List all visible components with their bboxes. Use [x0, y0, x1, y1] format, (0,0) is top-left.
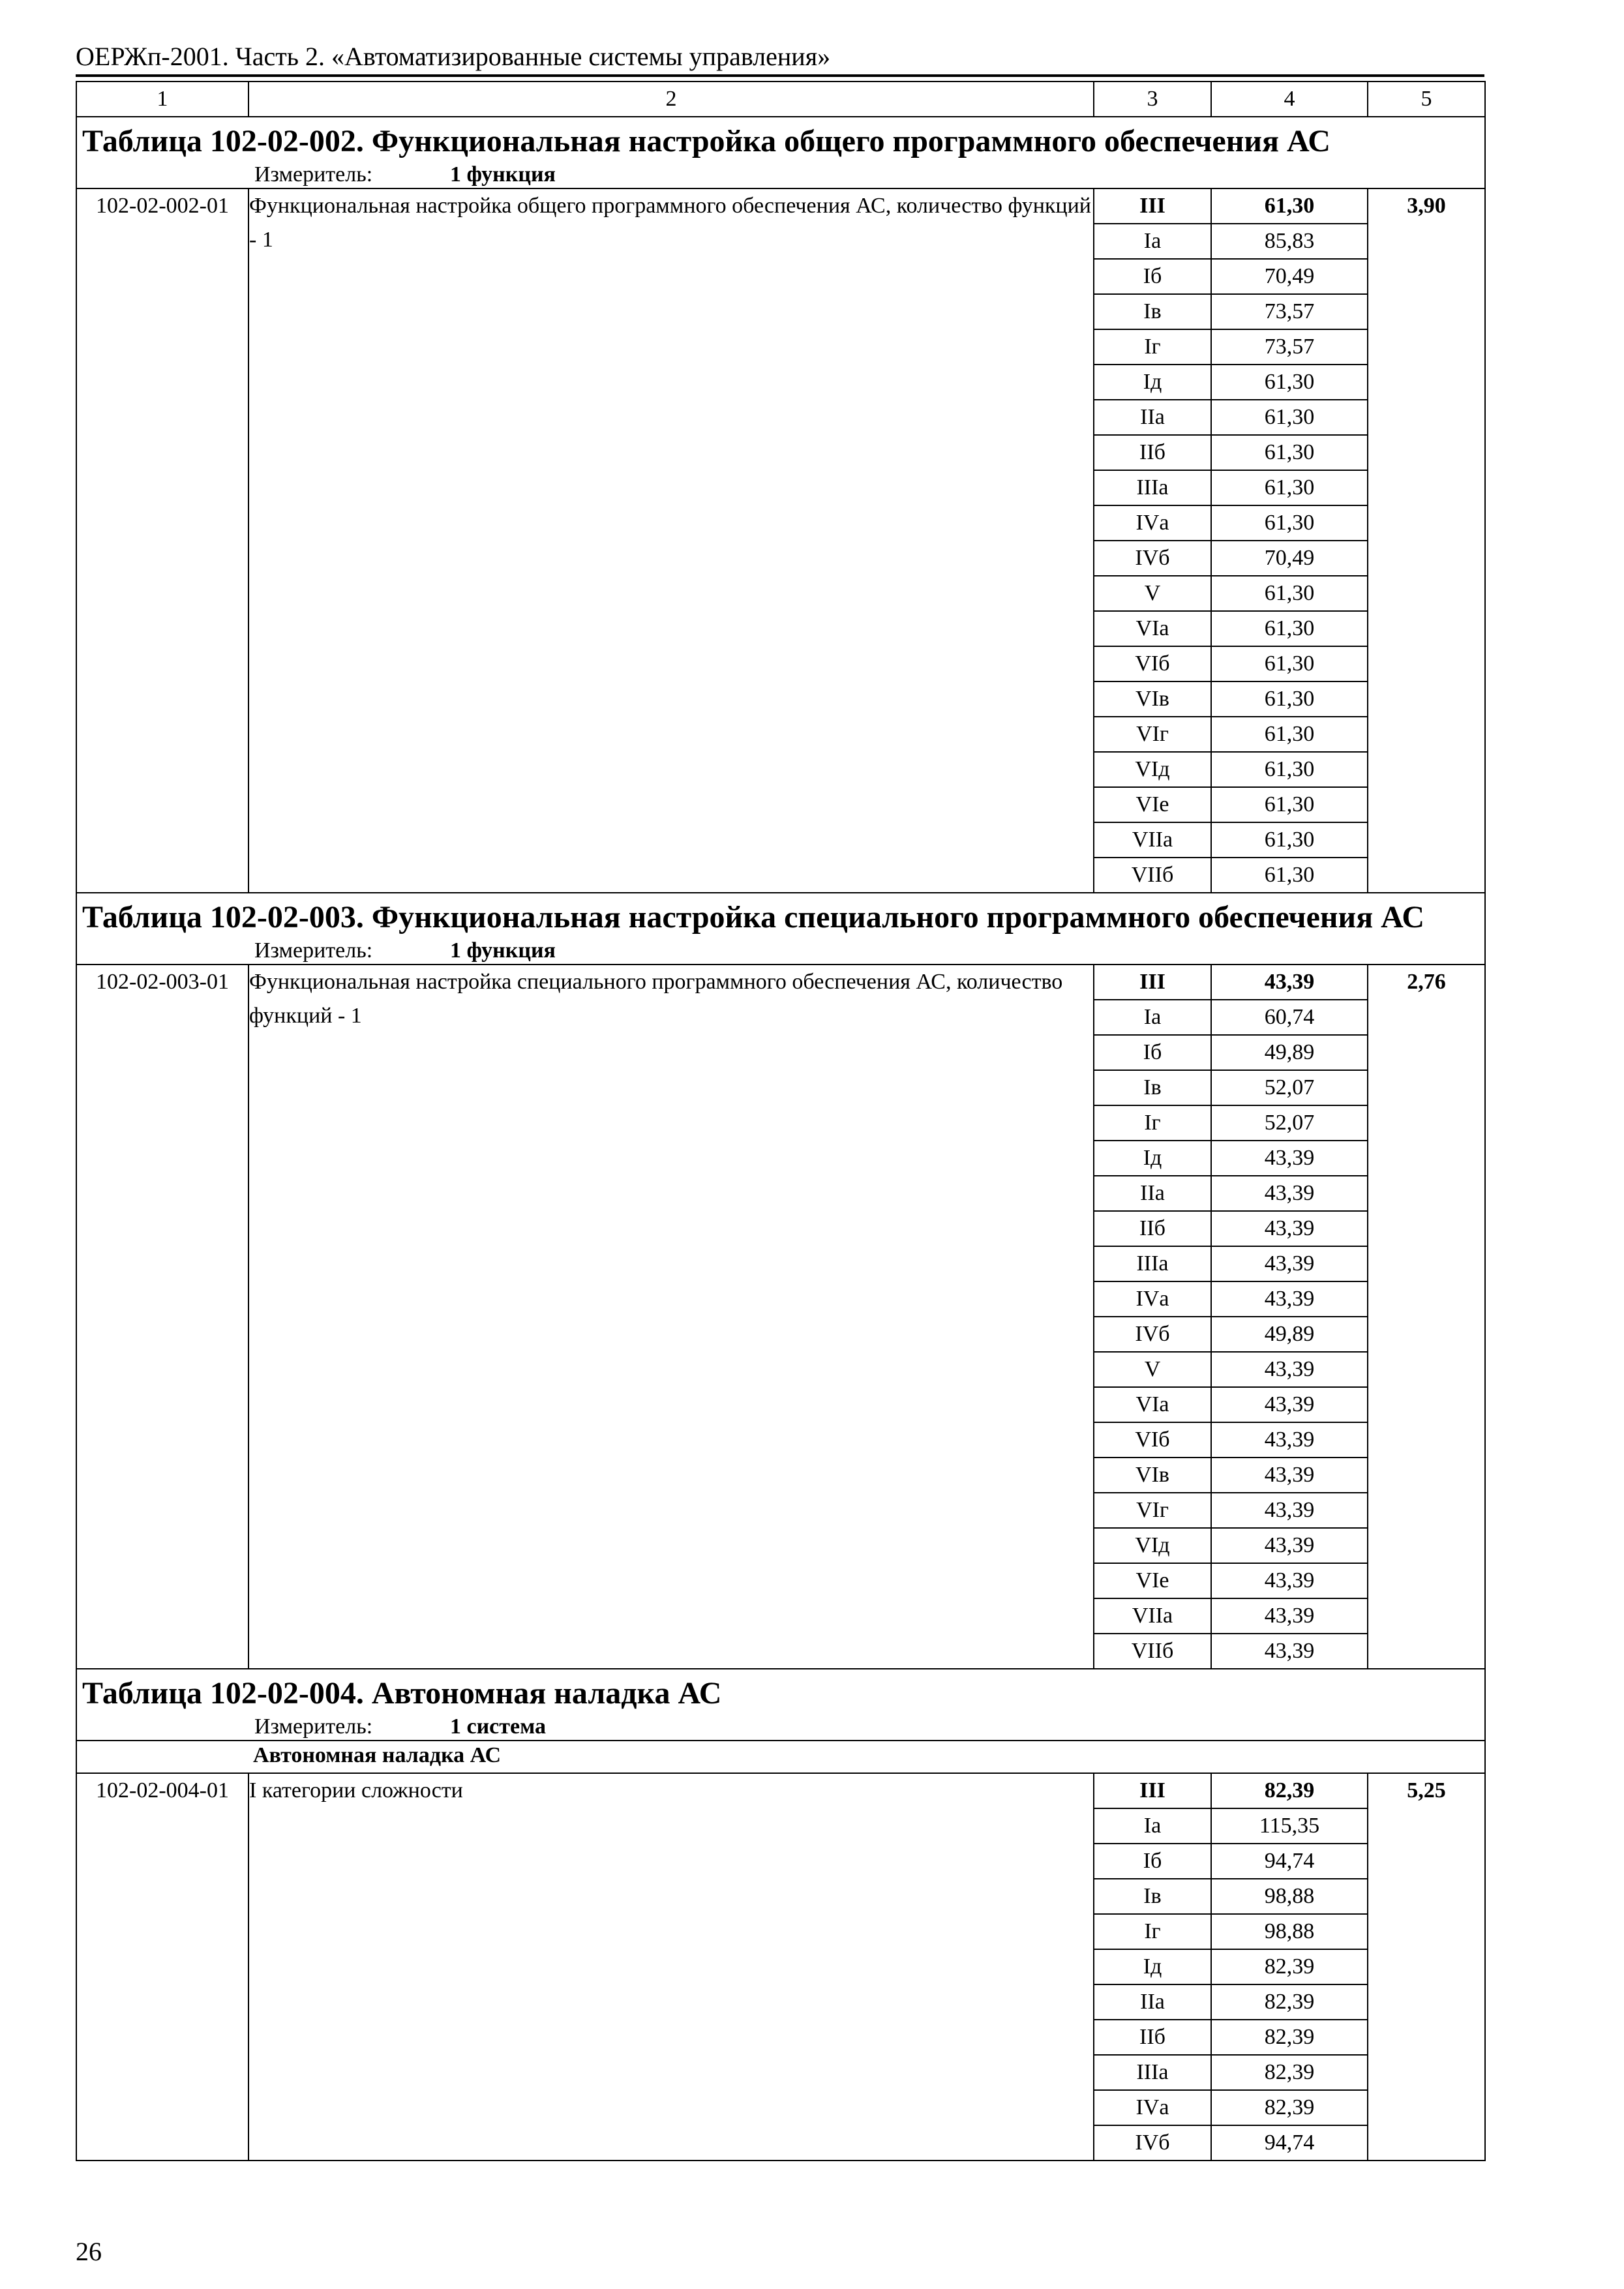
value-cell: 43,39	[1211, 1246, 1368, 1281]
zone-cell: Iв	[1094, 294, 1211, 329]
table-title: Таблица 102-02-003. Функциональная настройка специального программного обеспечения АС	[82, 900, 1425, 935]
value-cell: 61,30	[1211, 858, 1368, 893]
zone-cell: VIб	[1094, 646, 1211, 681]
rates-table	[76, 81, 1486, 2161]
table-row	[76, 965, 1485, 1000]
zone-cell: Iа	[1094, 224, 1211, 259]
value-cell: 82,39	[1211, 1773, 1368, 1808]
value-cell: 82,39	[1211, 2090, 1368, 2125]
zone-cell: VIг	[1094, 1493, 1211, 1528]
zone-cell: Iа	[1094, 1000, 1211, 1035]
subheading: Автономная наладка АС	[253, 1743, 502, 1767]
value-cell: 61,30	[1211, 646, 1368, 681]
value-cell: 60,74	[1211, 1000, 1368, 1035]
zone-cell: IVа	[1094, 2090, 1211, 2125]
value-cell: 61,30	[1211, 611, 1368, 646]
zone-cell: III	[1094, 965, 1211, 1000]
value-cell: 61,30	[1211, 717, 1368, 752]
value-cell: 49,89	[1211, 1035, 1368, 1070]
zone-cell: VIв	[1094, 681, 1211, 717]
value-cell: 61,30	[1211, 400, 1368, 435]
value-cell: 61,30	[1211, 752, 1368, 787]
value-cell: 43,39	[1211, 1387, 1368, 1422]
rate-code: 102-02-003-01	[76, 965, 248, 1669]
page-number: 26	[76, 2237, 102, 2266]
table-section-header	[76, 893, 1485, 965]
value-cell: 43,39	[1211, 1176, 1368, 1211]
meter-value: 1 функция	[450, 938, 556, 963]
zone-cell: V	[1094, 1352, 1211, 1387]
zone-cell: VIг	[1094, 717, 1211, 752]
zone-cell: Iд	[1094, 1949, 1211, 1984]
document-header: ОЕРЖп-2001. Часть 2. «Автоматизированные системы управления»	[76, 40, 1484, 77]
zone-cell: IVб	[1094, 541, 1211, 576]
value-cell: 52,07	[1211, 1105, 1368, 1141]
value-cell: 70,49	[1211, 259, 1368, 294]
value-cell: 82,39	[1211, 1984, 1368, 2020]
value-cell: 61,30	[1211, 505, 1368, 541]
value-cell: 61,30	[1211, 470, 1368, 505]
value-cell: 70,49	[1211, 541, 1368, 576]
zone-cell: III	[1094, 1773, 1211, 1808]
value-cell: 61,30	[1211, 822, 1368, 858]
zone-cell: IVб	[1094, 2125, 1211, 2161]
value-cell: 73,57	[1211, 294, 1368, 329]
zone-cell: IIб	[1094, 435, 1211, 470]
value-cell: 43,39	[1211, 1141, 1368, 1176]
zone-cell: Iв	[1094, 1879, 1211, 1914]
extra-value: 2,76	[1368, 965, 1485, 1669]
zone-cell: Iа	[1094, 1808, 1211, 1844]
value-cell: 43,39	[1211, 965, 1368, 1000]
rate-description: Функциональная настройка специального программного обеспечения АС, количество функций - 1	[248, 965, 1094, 1669]
value-cell: 61,30	[1211, 365, 1368, 400]
value-cell: 52,07	[1211, 1070, 1368, 1105]
table-section-header	[76, 1669, 1485, 1741]
zone-cell: VIе	[1094, 1563, 1211, 1598]
zone-cell: IIIа	[1094, 470, 1211, 505]
subheading-row	[76, 1741, 1485, 1773]
zone-cell: VIIа	[1094, 1598, 1211, 1634]
zone-cell: IIа	[1094, 1176, 1211, 1211]
value-cell: 85,83	[1211, 224, 1368, 259]
value-cell: 98,88	[1211, 1914, 1368, 1949]
zone-cell: IIб	[1094, 2020, 1211, 2055]
table-title: Таблица 102-02-004. Автономная наладка АС	[82, 1676, 722, 1711]
value-cell: 43,39	[1211, 1634, 1368, 1669]
value-cell: 43,39	[1211, 1458, 1368, 1493]
zone-cell: VIа	[1094, 611, 1211, 646]
column-number: 3	[1094, 82, 1211, 117]
table-row	[76, 188, 1485, 224]
zone-cell: Iб	[1094, 259, 1211, 294]
value-cell: 43,39	[1211, 1493, 1368, 1528]
zone-cell: VIб	[1094, 1422, 1211, 1458]
zone-cell: IIа	[1094, 400, 1211, 435]
table-title: Таблица 102-02-002. Функциональная настройка общего программного обеспечения АС	[82, 124, 1331, 158]
extra-value: 5,25	[1368, 1773, 1485, 2161]
column-number-row	[76, 82, 1485, 117]
zone-cell: VIе	[1094, 787, 1211, 822]
column-number: 4	[1211, 82, 1368, 117]
value-cell: 73,57	[1211, 329, 1368, 365]
value-cell: 61,30	[1211, 435, 1368, 470]
value-cell: 61,30	[1211, 681, 1368, 717]
zone-cell: IIб	[1094, 1211, 1211, 1246]
zone-cell: Iг	[1094, 329, 1211, 365]
zone-cell: IVа	[1094, 1281, 1211, 1317]
meter-label: Измеритель:	[254, 162, 373, 187]
zone-cell: Iб	[1094, 1035, 1211, 1070]
zone-cell: Iг	[1094, 1914, 1211, 1949]
zone-cell: Iг	[1094, 1105, 1211, 1141]
table-row	[76, 1773, 1485, 1808]
value-cell: 61,30	[1211, 787, 1368, 822]
rate-code: 102-02-004-01	[76, 1773, 248, 2161]
value-cell: 49,89	[1211, 1317, 1368, 1352]
meter-line	[77, 1714, 1484, 1740]
value-cell: 43,39	[1211, 1598, 1368, 1634]
meter-line	[77, 162, 1484, 188]
zone-cell: IIа	[1094, 1984, 1211, 2020]
value-cell: 43,39	[1211, 1422, 1368, 1458]
column-number: 1	[76, 82, 248, 117]
value-cell: 82,39	[1211, 1949, 1368, 1984]
value-cell: 43,39	[1211, 1528, 1368, 1563]
zone-cell: Iд	[1094, 1141, 1211, 1176]
value-cell: 43,39	[1211, 1563, 1368, 1598]
zone-cell: VIIа	[1094, 822, 1211, 858]
column-number: 2	[248, 82, 1094, 117]
zone-cell: VIIб	[1094, 858, 1211, 893]
value-cell: 43,39	[1211, 1352, 1368, 1387]
zone-cell: IIIа	[1094, 1246, 1211, 1281]
zone-cell: IVа	[1094, 505, 1211, 541]
table-section-header	[76, 117, 1485, 188]
zone-cell: IVб	[1094, 1317, 1211, 1352]
value-cell: 94,74	[1211, 2125, 1368, 2161]
rate-description: I категории сложности	[248, 1773, 1094, 2161]
value-cell: 61,30	[1211, 576, 1368, 611]
zone-cell: Iд	[1094, 365, 1211, 400]
meter-label: Измеритель:	[254, 938, 373, 963]
zone-cell: VIIб	[1094, 1634, 1211, 1669]
value-cell: 115,35	[1211, 1808, 1368, 1844]
zone-cell: VIв	[1094, 1458, 1211, 1493]
meter-value: 1 система	[450, 1714, 546, 1739]
value-cell: 43,39	[1211, 1281, 1368, 1317]
meter-value: 1 функция	[450, 162, 556, 187]
rate-code: 102-02-002-01	[76, 188, 248, 893]
extra-value: 3,90	[1368, 188, 1485, 893]
zone-cell: V	[1094, 576, 1211, 611]
value-cell: 61,30	[1211, 188, 1368, 224]
meter-line	[77, 938, 1484, 964]
rate-description: Функциональная настройка общего программного обеспечения АС, количество функций - 1	[248, 188, 1094, 893]
zone-cell: VIд	[1094, 752, 1211, 787]
value-cell: 94,74	[1211, 1844, 1368, 1879]
zone-cell: III	[1094, 188, 1211, 224]
value-cell: 98,88	[1211, 1879, 1368, 1914]
zone-cell: VIд	[1094, 1528, 1211, 1563]
column-number: 5	[1368, 82, 1485, 117]
value-cell: 82,39	[1211, 2055, 1368, 2090]
zone-cell: IIIа	[1094, 2055, 1211, 2090]
zone-cell: Iб	[1094, 1844, 1211, 1879]
value-cell: 82,39	[1211, 2020, 1368, 2055]
meter-label: Измеритель:	[254, 1714, 373, 1739]
zone-cell: VIа	[1094, 1387, 1211, 1422]
value-cell: 43,39	[1211, 1211, 1368, 1246]
zone-cell: Iв	[1094, 1070, 1211, 1105]
